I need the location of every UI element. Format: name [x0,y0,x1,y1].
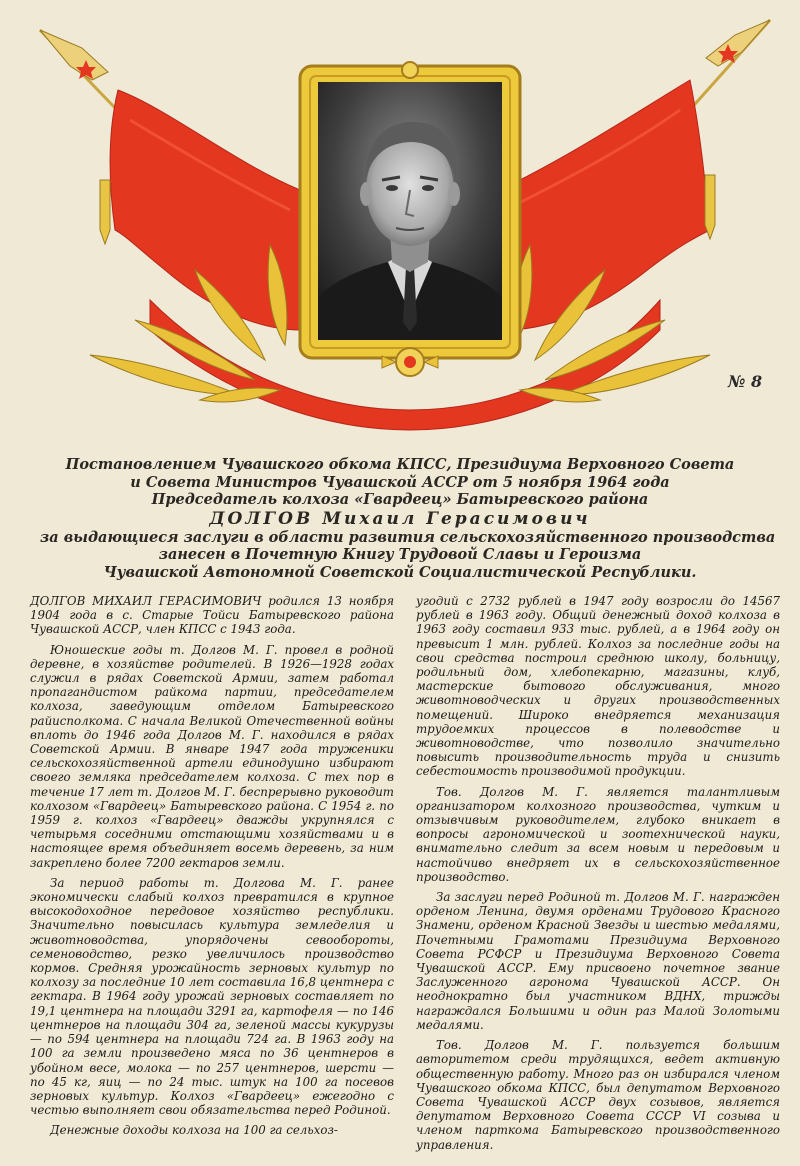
heading-line-3: Председатель колхоза «Гвардеец» Батыревского района [151,491,649,509]
paragraph: За период работы т. Долгова М. Г. ранее экономически слабый колхоз превратился в крупное высокодоходное передовое хозяйство республики. Значительно повысилась культура земледелия и животноводства, упорядочены севообороты, семеноводство, резко увеличилось производство кормов. Средняя урожайность зерновых культур по колхозу за последние 10 лет составила 16,8 центнера с гектара. В 1964 году урожай зерновых составляет по 19,1 центнера на площади 3291 га, картофеля — по 146 центнеров на площади 304 га, зеленой массы кукурузы — по 594 центнера на площади 724 га. В 1963 году на 100 га земли произведено мяса по 36 центнеров в убойном весе, молока — по 257 центнеров, шерсти — по 45 кг, яиц — по 24 тыс. штук на 100 га посевов зерновых культур. Колхоз «Гвардеец» ежегодно с честью выполняет свои обязательства перед Родиной. [30,875,394,1118]
biography-text [30,594,780,1154]
paragraph: Юношеские годы т. Долгов М. Г. провел в родной деревне, в хозяйстве родителей. В 1926—1928 годах служил в рядах Советской Армии, затем работал пропагандистом райкома партии, председателем колхоза, заведующим отделом Батыревского райисполкома. С начала Великой Отечественной войны вплоть до 1946 года Долгов М. Г. находился в рядах Советской Армии. В январе 1947 года труженики сельскохозяйственной артели единодушно избирают своего земляка председателем колхоза. С тех пор в течение 17 лет т. Долгов М. Г. беспрерывно руководит колхозом «Гвардеец» Батыревского района. С 1954 г. по 1959 г. колхоз «Гвардеец» дважды укрупнялся с четырьмя соседними отстающими хозяйствами и в настоящее время объединяет восемь деревень, за ним закреплено более 7200 гектаров земли. [30,642,394,870]
paragraph: ДОЛГОВ МИХАИЛ ГЕРАСИМОВИЧ родился 13 ноября 1904 года в с. Старые Тойси Батыревского района Чувашской АССР, член КПСС с 1943 года. [30,594,394,637]
paragraph: Тов. Долгов М. Г. является талантливым организатором колхозного производства, чутким и отзывчивым руководителем, глубоко вникает в вопросы агрономической и зоотехнической науки, внимательно следит за всем новым и передовым и настойчиво внедряет их в сельскохозяйственное производство. [416,784,780,884]
paragraph: угодий с 2732 рублей в 1947 году возросли до 14567 рублей в 1963 году. Общий денежный доход колхоза в 1963 году составил 933 тыс. рублей, а в 1964 году он превысит 1 млн. рублей. Колхоз за последние годы на свои средства построил среднюю школу, больницу, родильный дом, хлебопекарню, магазины, клуб, мастерские бытового обслуживания, много животноводческих и других производственных помещений. Широко внедряется механизация трудоемких процессов в полеводстве и животноводстве, что позволило значительно повысить производительность труда и снизить себестоимость производимой продукции. [416,594,780,779]
heading-line-5: за выдающиеся заслуги в области развития сельскохозяйственного производства [40,528,776,546]
paragraph: Тов. Долгов М. Г. пользуется большим авторитетом среди трудящихся, ведет активную общественную работу. Много раз он избирался членом Чувашского обкома КПСС, был депутатом Верховного Совета Чувашской АССР двух созывов, является депутатом Верховного Совета СССР VI созыва и членом парткома Батыревского производственного управления. [416,1038,780,1152]
paragraph: За заслуги перед Родиной т. Долгов М. Г. награжден орденом Ленина, двумя орденами Трудового Красного Знамени, орденом Красной Звезды и шестью медалями, Почетными Грамотами Президиума Верховного Совета РСФСР и Президиума Верховного Совета Чувашской АССР. Ему присвоено почетное звание Заслуженного агронома Чувашской АССР. Он неоднократно был участником ВДНХ, трижды награждался Большими и один раз Малой Золотыми медалями. [416,890,780,1032]
heading-line-7: Чувашской Автономной Советской Социалистической Республики. [103,563,697,581]
issue-number: № 8 [728,372,763,391]
heading-line-1: Постановлением Чувашского обкома КПСС, Президиума Верховного Совета [65,456,735,473]
right-red-flag [505,80,710,330]
heading-line-6: занесен в Почетную Книгу Трудовой Славы и Героизма [158,546,642,564]
heading-line-2: и Совета Министров Чувашской АССР от 5 ноября 1964 года [130,473,670,491]
right-column [416,594,780,1154]
portrait-photo [318,82,502,340]
man-portrait-icon [318,82,502,340]
person-name: ДОЛГОВ Михаил Герасимович [209,508,591,529]
left-column [30,594,394,1154]
paragraph: Денежные доходы колхоза на 100 га сельхоз- [50,1123,338,1138]
page-heading [40,456,776,582]
